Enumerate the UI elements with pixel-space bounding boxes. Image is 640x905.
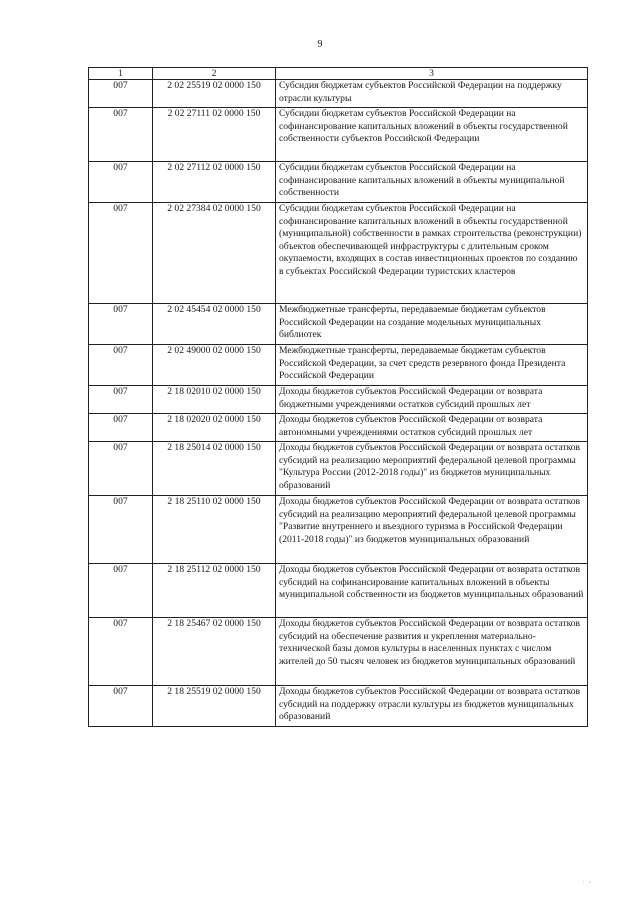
table-row (89, 686, 588, 727)
description-cell: Доходы бюджетов субъектов Российской Федерации от возврата остатков субсидий на реализацию мероприятий федеральной целевой программы "Развитие внутреннего и въездного туризма в Российской Федерации (2011-2018 годы)" из бюджетов муниципальных образований (276, 496, 588, 564)
scan-marks: . , (583, 878, 591, 884)
table-row (89, 162, 588, 203)
budget-code-cell: 2 02 27384 02 0000 150 (153, 203, 276, 304)
table-body (89, 68, 588, 727)
budget-code-cell: 2 02 27111 02 0000 150 (153, 108, 276, 162)
table-row (89, 108, 588, 162)
table-row (89, 442, 588, 496)
admin-code-cell: 007 (89, 386, 153, 414)
budget-code-cell: 2 18 25467 02 0000 150 (153, 618, 276, 686)
budget-code-cell: 2 18 25112 02 0000 150 (153, 564, 276, 618)
table-row (89, 496, 588, 564)
budget-code-cell: 2 02 45454 02 0000 150 (153, 304, 276, 345)
admin-code-cell: 007 (89, 345, 153, 386)
admin-code-cell: 007 (89, 80, 153, 108)
admin-code-cell: 007 (89, 304, 153, 345)
admin-code-cell: 007 (89, 442, 153, 496)
admin-code-cell: 007 (89, 618, 153, 686)
table-row (89, 203, 588, 304)
admin-code-cell: 007 (89, 203, 153, 304)
description-cell: Субсидии бюджетам субъектов Российской Федерации на софинансирование капитальных вложений в объекты государственной (муниципальной) собственности в рамках строительства (реконструкции) объектов обеспечивающей инфраструктуры с длительным сроком окупаемости, входящих в состав инвестиционных проектов по созданию в субъектах Российской Федерации туристских кластеров (276, 203, 588, 304)
budget-code-cell: 2 18 25519 02 0000 150 (153, 686, 276, 727)
description-cell: Субсидии бюджетам субъектов Российской Федерации на софинансирование капитальных вложений в объекты государственной собственности субъектов Российской Федерации (276, 108, 588, 162)
budget-codes-table (88, 67, 588, 727)
budget-code-cell: 2 02 25519 02 0000 150 (153, 80, 276, 108)
description-cell: Доходы бюджетов субъектов Российской Федерации от возврата остатков субсидий на обеспечение развития и укрепления материально-технической базы домов культуры в населенных пунктах с числом жителей до 50 тысяч человек из бюджетов муниципальных образований (276, 618, 588, 686)
table-row (89, 414, 588, 442)
table-row (89, 304, 588, 345)
budget-code-cell: 2 18 02010 02 0000 150 (153, 386, 276, 414)
budget-code-cell: 2 18 25110 02 0000 150 (153, 496, 276, 564)
admin-code-cell: 007 (89, 686, 153, 727)
description-cell: Субсидии бюджетам субъектов Российской Федерации на софинансирование капитальных вложений в объекты муниципальной собственности (276, 162, 588, 203)
header-col-2: 2 (153, 68, 276, 80)
header-col-1: 1 (89, 68, 153, 80)
description-cell: Доходы бюджетов субъектов Российской Федерации от возврата бюджетными учреждениями остатков субсидий прошлых лет (276, 386, 588, 414)
description-cell: Доходы бюджетов субъектов Российской Федерации от возврата остатков субсидий на реализацию мероприятий федеральной целевой программы "Культура России (2012-2018 годы)" из бюджетов муниципальных образований (276, 442, 588, 496)
page-number: 9 (317, 39, 323, 50)
table-header-row (89, 68, 588, 80)
table-row (89, 386, 588, 414)
budget-code-cell: 2 02 27112 02 0000 150 (153, 162, 276, 203)
budget-code-cell: 2 18 25014 02 0000 150 (153, 442, 276, 496)
table-row (89, 80, 588, 108)
budget-code-cell: 2 18 02020 02 0000 150 (153, 414, 276, 442)
description-cell: Субсидия бюджетам субъектов Российской Федерации на поддержку отрасли культуры (276, 80, 588, 108)
header-col-3: 3 (276, 68, 588, 80)
description-cell: Межбюджетные трансферты, передаваемые бюджетам субъектов Российской Федерации на создание модельных муниципальных библиотек (276, 304, 588, 345)
description-cell: Доходы бюджетов субъектов Российской Федерации от возврата остатков субсидий на поддержку отрасли культуры из бюджетов муниципальных образований (276, 686, 588, 727)
budget-code-cell: 2 02 49000 02 0000 150 (153, 345, 276, 386)
description-cell: Доходы бюджетов субъектов Российской Федерации от возврата автономными учреждениями остатков субсидий прошлых лет (276, 414, 588, 442)
table-row (89, 564, 588, 618)
table-row (89, 618, 588, 686)
description-cell: Межбюджетные трансферты, передаваемые бюджетам субъектов Российской Федерации, за счет средств резервного фонда Президента Российской Федерации (276, 345, 588, 386)
admin-code-cell: 007 (89, 108, 153, 162)
description-cell: Доходы бюджетов субъектов Российской Федерации от возврата остатков субсидий на софинансирование капитальных вложений в объекты муниципальной собственности из бюджетов муниципальных образований (276, 564, 588, 618)
table-row (89, 345, 588, 386)
admin-code-cell: 007 (89, 564, 153, 618)
admin-code-cell: 007 (89, 414, 153, 442)
admin-code-cell: 007 (89, 162, 153, 203)
admin-code-cell: 007 (89, 496, 153, 564)
